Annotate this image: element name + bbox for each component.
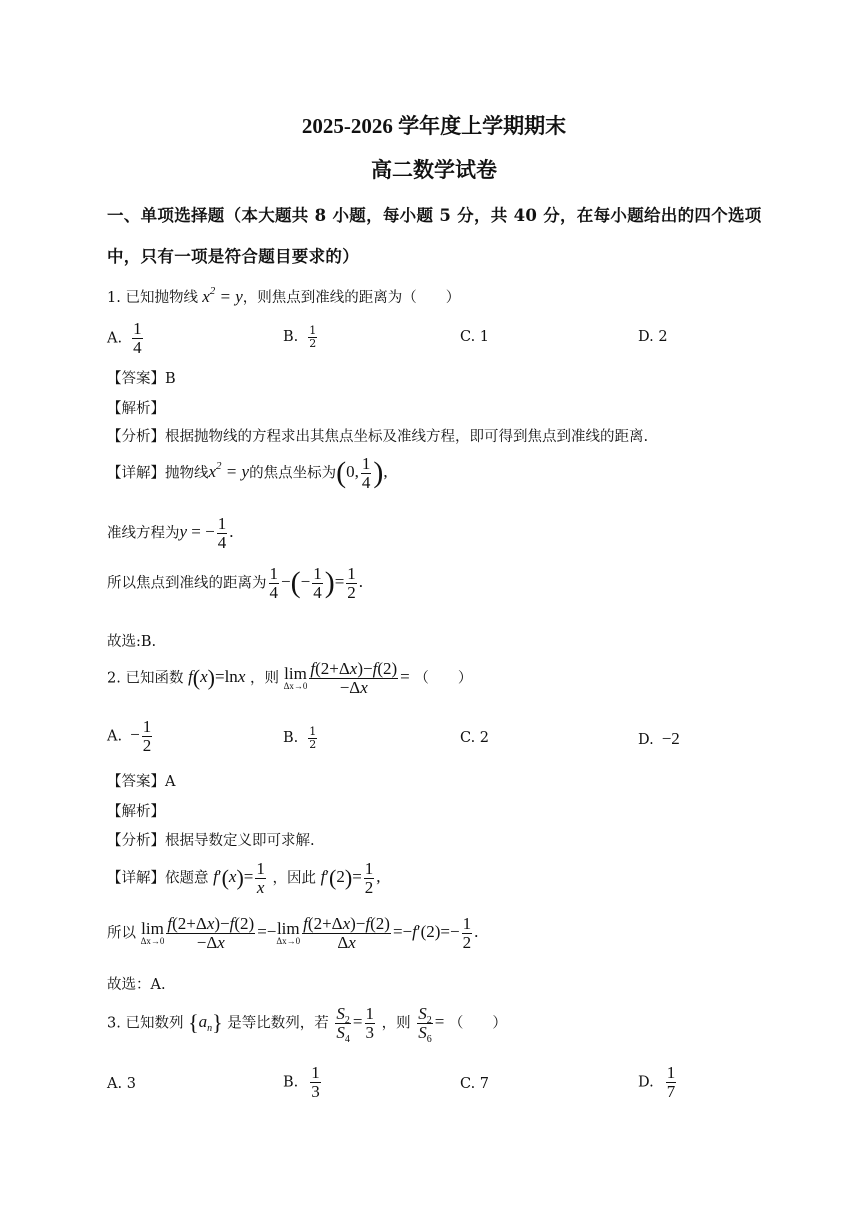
q2-detail-line2: 所以 lim Δx→0 $\frac{f(2+\Delta x)-f(2)}{-\Delta x}$ =− lim Δx→0 $\frac{f(2+\Delta x)-f(2)}{\Delta x}$ =−f′(2)=− $\frac{1}{2}$ . — [107, 914, 479, 952]
q2-option-b: B. $\frac{1}{2}$ — [283, 725, 317, 751]
q2-jiexi: 【解析】 — [107, 804, 165, 820]
q2-answer: 【答案】A — [107, 774, 176, 790]
q1-jiexi: 【解析】 — [107, 401, 165, 417]
q3-option-a: A. 3 — [107, 1076, 136, 1092]
q2-detail-line1: 【详解】依题意 f′(x)= $\frac{1}{x}$ ，因此 f′(2)= $\frac{1}{2}$ , — [107, 859, 381, 897]
q2-fenxi: 【分析】根据导数定义即可求解. — [107, 833, 315, 849]
q1-answer: 【答案】B — [107, 371, 176, 387]
q1-detail-line3: 所以焦点到准线的距离为 $\frac{1}{4}$ −(− $\frac{1}{4}$ )= $\frac{1}{2}$ . — [107, 564, 364, 602]
q2-stem: 2. 已知函数 f(x)=lnx ，则 lim Δx→0 $\frac{f(2+\Delta x)-f(2)}{-\Delta x}$ = （ ） — [107, 659, 473, 697]
q1-option-b: B. $\frac{1}{2}$ — [283, 324, 317, 350]
q1-choice: 故选:B. — [107, 634, 157, 650]
q1-option-d: D. 2 — [638, 329, 668, 345]
q1-option-c: C. 1 — [460, 329, 490, 345]
q3-stem: 3. 已知数列 $\{a_n\}$ 是等比数列，若 $\frac{S_2}{S_4}$ = $\frac{1}{3}$ ，则 $\frac{S_2}{S_6}$ = （ ） — [107, 1004, 507, 1045]
exam-title-line1: 2025-2026 学年度上学期期末 — [301, 114, 567, 138]
q1-stem: 1. 已知抛物线 $x^2 = y$，则焦点到准线的距离为（ ） — [107, 285, 461, 306]
exam-title-line2: 高二数学试卷 — [371, 158, 497, 182]
q1-fenxi: 【分析】根据抛物线的方程求出其焦点坐标及准线方程，即可得到焦点到准线的距离. — [107, 429, 649, 445]
q1-detail-line2: 准线方程为y = − $\frac{1}{4}$ . — [107, 514, 234, 552]
q3-option-d: D. $\frac{1}{7}$ — [638, 1063, 676, 1101]
q2-option-a: A. − $\frac{1}{2}$ — [107, 717, 152, 755]
q3-option-b: B. $\frac{1}{3}$ — [283, 1063, 320, 1101]
section-heading-line2: 中，只有一项是符合题目要求的） — [107, 247, 359, 266]
q1-detail-line1: 【详解】抛物线$x^2 = y$的焦点坐标为(0, $\frac{1}{4}$ ), — [107, 454, 388, 492]
q3-option-c: C. 7 — [460, 1076, 490, 1092]
q1-option-a: A. $\frac{1}{4}$ — [107, 319, 142, 357]
q2-choice: 故选：A. — [107, 977, 166, 993]
section-heading-line1: 一、单项选择题（本大题共 8 小题，每小题 5 分，共 40 分，在每小题给出的四个选项 — [107, 206, 762, 225]
q2-option-c: C. 2 — [460, 730, 490, 746]
q2-option-d: D. −2 — [638, 729, 680, 748]
